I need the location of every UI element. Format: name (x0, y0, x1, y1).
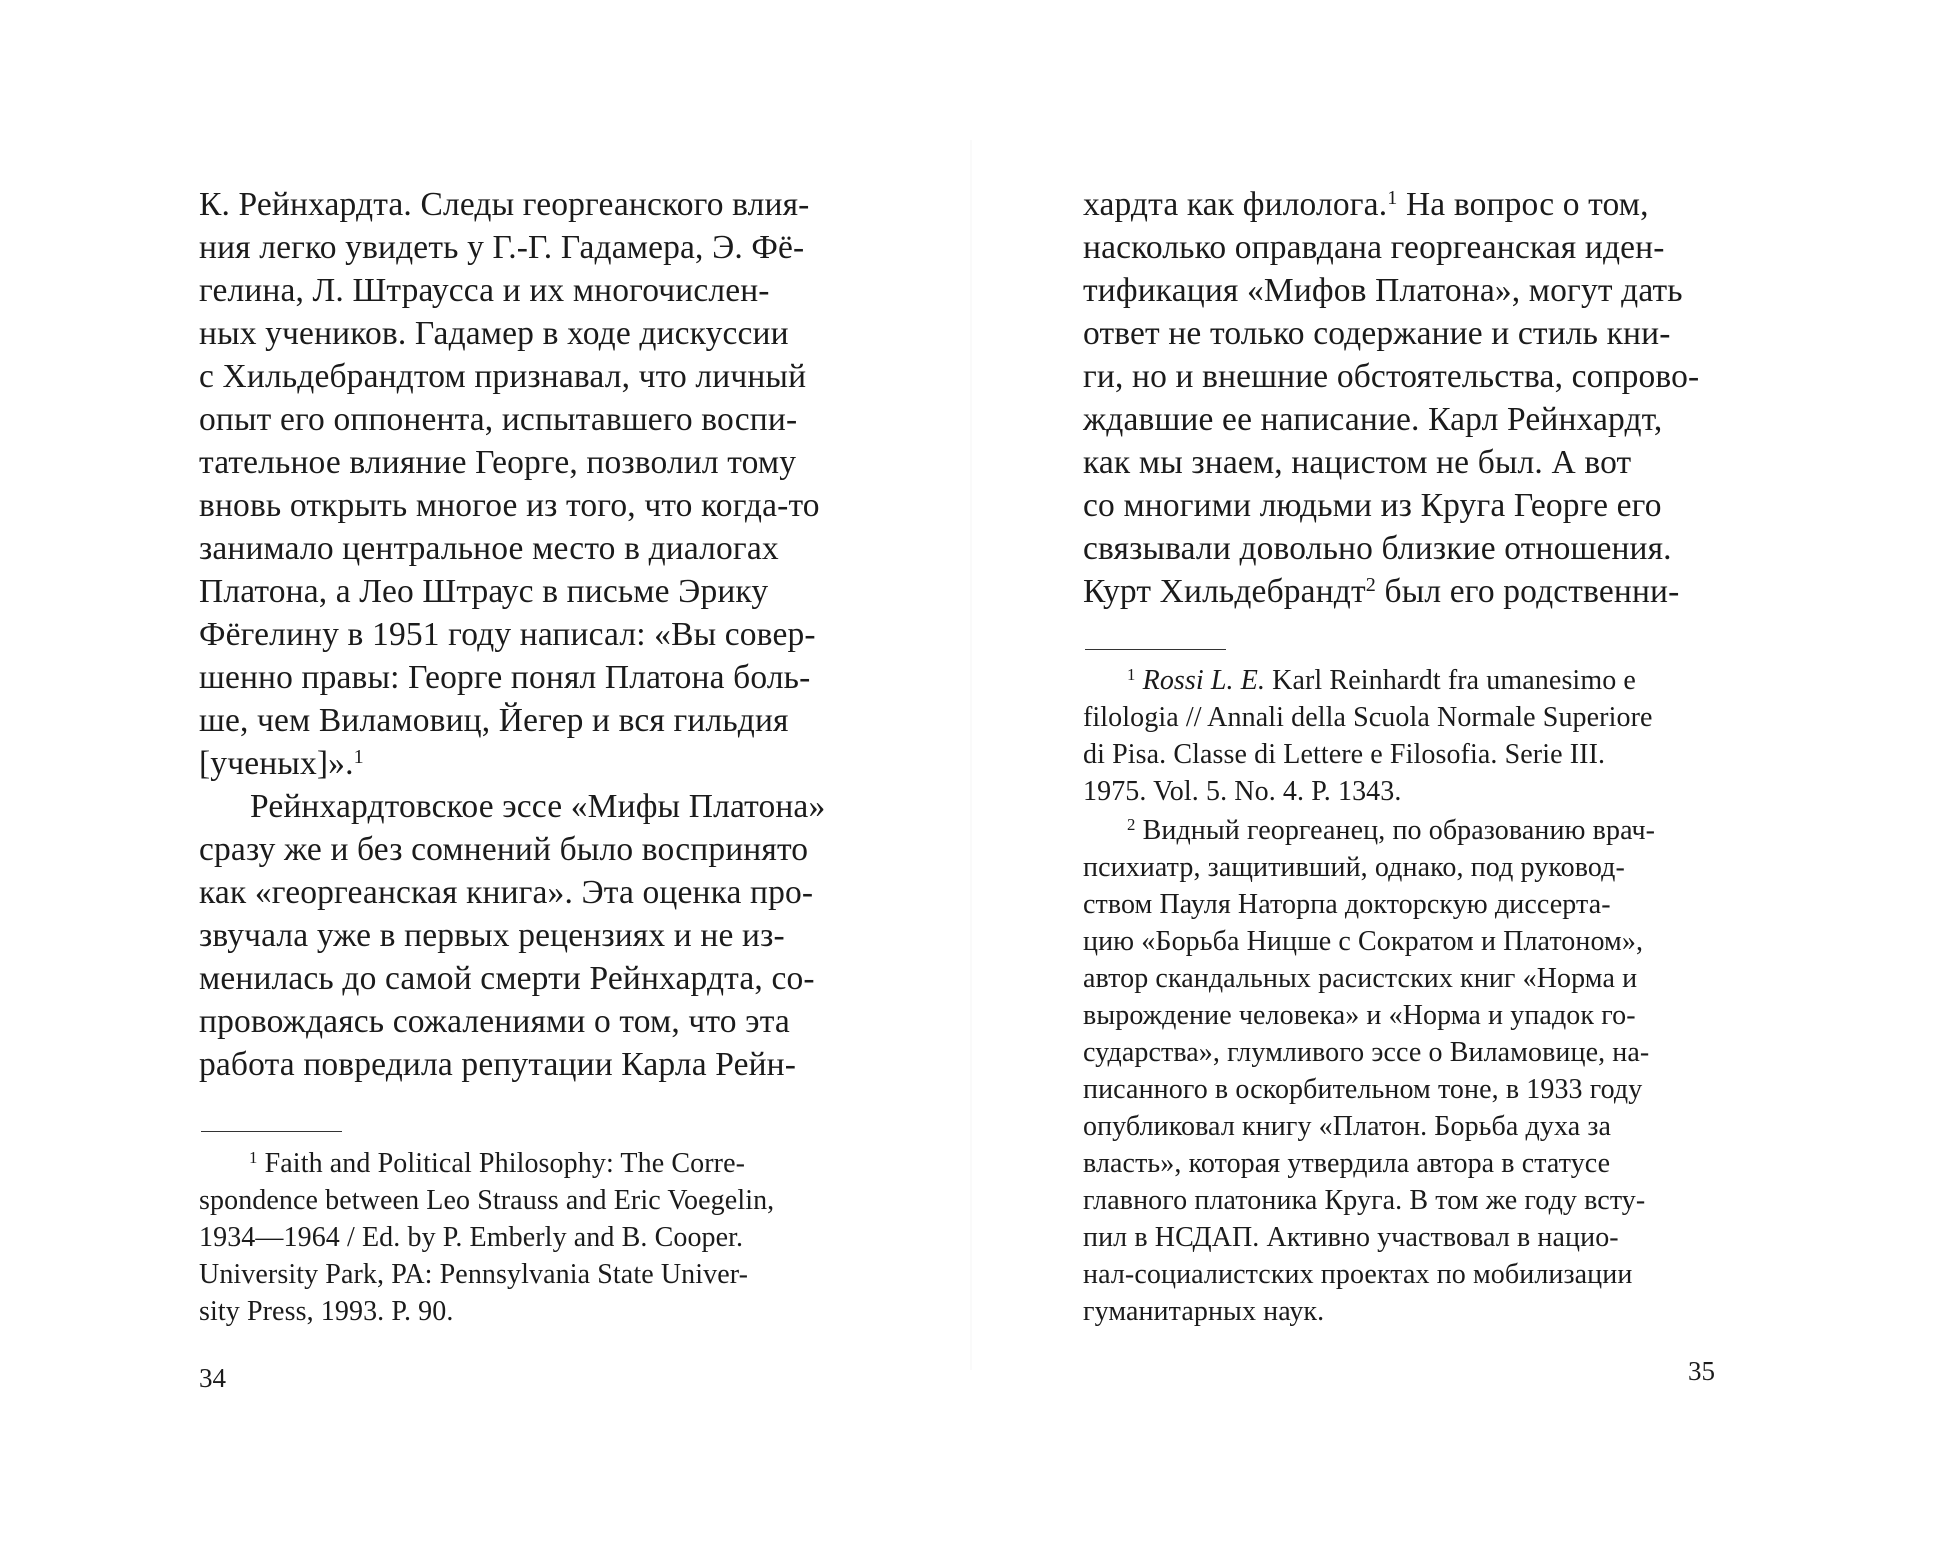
footnote-line: гуманитарных наук. (1083, 1296, 1325, 1327)
left-line: звучала уже в первых рецензиях и не из- (199, 917, 785, 954)
footnote-number: 1 (249, 1147, 258, 1167)
footnote-line: 1934—1964 / Ed. by P. Emberly and B. Cooper. (199, 1222, 744, 1253)
footnote-line: психиатр, защитивший, однако, под руковод- (1083, 852, 1625, 883)
footnote-line: нал-социалистских проектах по мобилизации (1083, 1259, 1633, 1290)
right-line-with-note: хардта как филолога.$^1$ На вопрос о том, (1083, 186, 1649, 223)
footnote-marker: 2 (1365, 573, 1376, 596)
footnote-number: 1 (1127, 664, 1136, 684)
footnote-line: главного платоника Круга. В том же году всту- (1083, 1185, 1646, 1216)
right-line: тификация «Мифов Платона», могут дать (1083, 272, 1683, 309)
left-line: ния легко увидеть у Г.-Г. Гадамера, Э. Фё- (199, 229, 805, 266)
footnote-line: University Park, PA: Pennsylvania State Univer- (199, 1259, 749, 1290)
page-number: 35 (1688, 1356, 1715, 1386)
left-line-with-note (199, 743, 364, 789)
left-line: ных учеников. Гадамер в ходе дискуссии (199, 315, 789, 352)
footnote-line: опубликовал книгу «Платон. Борьба духа за (1083, 1111, 1612, 1142)
footnote-line: писанного в оскорбительном тоне, в 1933 году (1083, 1074, 1643, 1105)
left-line: сразу же и без сомнений было воспринято (199, 831, 809, 868)
footnote-line: 1975. Vol. 5. No. 4. P. 1343. (1083, 776, 1402, 807)
left-line: шенно правы: Георге понял Платона боль- (199, 659, 811, 696)
footnote-rule (201, 1131, 342, 1132)
right-line-with-note: Курт Хильдебрандт$^2$ был его родственни- (1083, 573, 1680, 610)
footnote-line: spondence between Leo Strauss and Eric Voegelin, (199, 1185, 775, 1216)
right-line: ги, но и внешние обстоятельства, сопрово- (1083, 358, 1700, 395)
left-line: Фёгелину в 1951 году написал: «Вы совер- (199, 616, 816, 653)
right-line: связывали довольно близкие отношения. (1083, 530, 1672, 567)
left-line: работа повредила репутации Карла Рейн- (199, 1046, 797, 1083)
left-line: вновь открыть многое из того, что когда-то (199, 487, 820, 524)
footnote-line: $^2$ Видный георгеанец, по образованию врач- (1127, 814, 1656, 846)
footnote-number: 2 (1127, 814, 1136, 834)
right-line: ждавшие ее написание. Карл Рейнхардт, (1083, 401, 1663, 438)
left-line: как «георгеанская книга». Эта оценка про- (199, 874, 814, 911)
footnote-line: $^1$ Faith and Political Philosophy: The Corre- (249, 1147, 746, 1179)
footnote-author: Rossi L. E. (1142, 665, 1266, 696)
left-paragraph-start: Рейнхардтовское эссе «Мифы Платона» (250, 788, 826, 825)
footnote-line: цию «Борьба Ницше с Сократом и Платоном», (1083, 926, 1644, 957)
footnote-line: пил в НСДАП. Активно участвовал в нацио- (1083, 1222, 1619, 1253)
footnote-line: ством Пауля Наторпа докторскую диссерта- (1083, 889, 1611, 920)
footnote-marker: 1 (1387, 186, 1398, 209)
left-line: менилась до самой смерти Рейнхардта, со- (199, 960, 815, 997)
left-line: тательное влияние Георге, позволил тому (199, 444, 797, 481)
page-number: 34 (199, 1363, 226, 1393)
footnote-line: автор скандальных расистских книг «Норма и (1083, 963, 1638, 994)
footnote-line: sity Press, 1993. P. 90. (199, 1296, 454, 1327)
left-line: с Хильдебрандтом признавал, что личный (199, 358, 807, 395)
footnote-rule (1085, 649, 1226, 650)
footnote-line: filologia // Annali della Scuola Normale Superiore (1083, 702, 1653, 733)
left-line: ше, чем Виламовиц, Йегер и вся гильдия (199, 702, 789, 739)
footnote-line: $^1$ Rossi L. E. Karl Reinhardt fra umanesimo e (1127, 664, 1636, 696)
footnote-line: власть», которая утвердила автора в статусе (1083, 1148, 1611, 1179)
footnote-line: вырождение человека» и «Норма и упадок го- (1083, 1000, 1636, 1031)
right-line: насколько оправдана георгеанская иден- (1083, 229, 1665, 266)
footnote-line: сударства», глумливого эссе о Виламовице, на- (1083, 1037, 1650, 1068)
left-line: К. Рейнхардта. Следы георгеанского влия- (199, 186, 810, 223)
right-line: как мы знаем, нацистом не был. А вот (1083, 444, 1632, 481)
left-line: Платона, а Лео Штраус в письме Эрику (199, 573, 769, 610)
right-line: ответ не только содержание и стиль кни- (1083, 315, 1671, 352)
footnote-marker: 1 (353, 745, 364, 768)
left-line: опыт его оппонента, испытавшего воспи- (199, 401, 798, 438)
left-line: провождаясь сожалениями о том, что эта (199, 1003, 790, 1040)
right-page (972, 0, 1944, 1565)
footnote-line: di Pisa. Classe di Lettere e Filosofia. Serie III. (1083, 739, 1606, 770)
left-line: занимало центральное место в диалогах (199, 530, 779, 567)
right-line: со многими людьми из Круга Георге его (1083, 487, 1662, 524)
left-line: гелина, Л. Штраусса и их многочислен- (199, 272, 770, 309)
left-line: [ученых]». (199, 745, 354, 782)
